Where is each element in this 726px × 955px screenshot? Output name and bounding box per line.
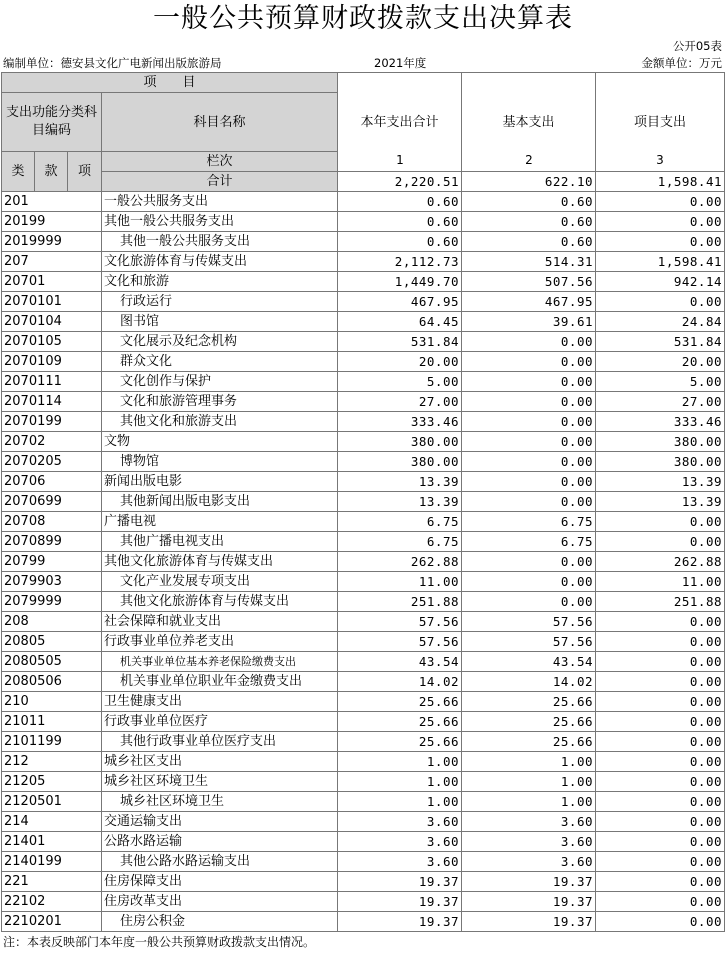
row-total: 5.00 [338,372,462,392]
row-subject-name: 其他一般公共服务支出 [102,212,338,232]
row-code: 221 [2,872,102,892]
row-total: 1.00 [338,752,462,772]
row-code: 2080506 [2,672,102,692]
row-code: 20708 [2,512,102,532]
row-subject-name: 其他新闻出版电影支出 [102,492,338,512]
row-basic: 3.60 [462,812,596,832]
row-code: 2070105 [2,332,102,352]
row-subject-name: 文化展示及纪念机构 [102,332,338,352]
row-project: 27.00 [596,392,725,412]
row-subject-name: 住房公积金 [102,912,338,932]
row-project: 0.00 [596,772,725,792]
row-subject-name: 文化产业发展专项支出 [102,572,338,592]
total-sum: 2,220.51 [338,172,462,192]
row-basic: 6.75 [462,532,596,552]
row-code: 2070205 [2,452,102,472]
row-subject-name: 城乡社区环境卫生 [102,772,338,792]
row-project: 0.00 [596,912,725,932]
form-number: 公开05表 [672,39,722,53]
row-project: 0.00 [596,832,725,852]
row-subject-name: 卫生健康支出 [102,692,338,712]
row-subject-name: 住房改革支出 [102,892,338,912]
total-label: 合计 [102,172,338,192]
row-total: 0.60 [338,192,462,212]
header-total: 本年支出合计 [338,73,462,172]
row-project: 380.00 [596,452,725,472]
row-project: 0.00 [596,192,725,212]
row-project: 0.00 [596,672,725,692]
row-total: 20.00 [338,352,462,372]
row-code: 212 [2,752,102,772]
row-subject-name: 一般公共服务支出 [102,192,338,212]
row-basic: 0.00 [462,452,596,472]
row-code: 2070104 [2,312,102,332]
row-subject-name: 机关事业单位职业年金缴费支出 [102,672,338,692]
row-code: 2070101 [2,292,102,312]
row-basic: 39.61 [462,312,596,332]
row-subject-name: 其他文化和旅游支出 [102,412,338,432]
row-total: 19.37 [338,892,462,912]
table-row [2,392,725,412]
row-code: 210 [2,692,102,712]
index-1: 1 [396,153,404,167]
row-total: 6.75 [338,532,462,552]
row-total: 1.00 [338,772,462,792]
row-basic: 0.60 [462,192,596,212]
row-basic: 0.00 [462,552,596,572]
row-total: 380.00 [338,432,462,452]
row-code: 2079999 [2,592,102,612]
row-subject-name: 行政运行 [102,292,338,312]
row-subject-name: 文化旅游体育与传媒支出 [102,252,338,272]
amount-unit: 金额单位：万元 [641,56,722,70]
row-subject-name: 城乡社区环境卫生 [102,792,338,812]
row-project: 13.39 [596,492,725,512]
expenditure-table [1,72,725,932]
row-total: 57.56 [338,632,462,652]
header-func-code: 支出功能分类科目编码 [2,93,102,152]
table-row [2,332,725,352]
row-basic: 0.60 [462,232,596,252]
row-subject-name: 其他广播电视支出 [102,532,338,552]
row-project: 942.14 [596,272,725,292]
row-subject-name: 交通运输支出 [102,812,338,832]
row-total: 2,112.73 [338,252,462,272]
row-basic: 0.00 [462,392,596,412]
table-row [2,732,725,752]
row-basic: 0.00 [462,432,596,452]
row-total: 333.46 [338,412,462,432]
row-basic: 0.00 [462,352,596,372]
row-subject-name: 住房保障支出 [102,872,338,892]
row-total: 380.00 [338,452,462,472]
row-code: 22102 [2,892,102,912]
table-row [2,692,725,712]
row-subject-name: 广播电视 [102,512,338,532]
row-subject-name: 文化和旅游管理事务 [102,392,338,412]
table-row [2,772,725,792]
row-total: 11.00 [338,572,462,592]
row-basic: 25.66 [462,692,596,712]
row-basic: 0.00 [462,472,596,492]
row-subject-name: 行政事业单位医疗 [102,712,338,732]
row-project: 0.00 [596,532,725,552]
header-lei: 类 [2,152,35,192]
row-code: 20799 [2,552,102,572]
row-subject-name: 其他文化旅游体育与传媒支出 [102,592,338,612]
row-basic: 507.56 [462,272,596,292]
row-project: 262.88 [596,552,725,572]
row-subject-name: 新闻出版电影 [102,472,338,492]
row-basic: 19.37 [462,912,596,932]
row-project: 0.00 [596,512,725,532]
row-code: 2070114 [2,392,102,412]
table-row [2,832,725,852]
table-row [2,312,725,332]
row-basic: 57.56 [462,632,596,652]
table-row [2,812,725,832]
row-project: 0.00 [596,792,725,812]
row-total: 3.60 [338,812,462,832]
table-row [2,512,725,532]
row-project: 0.00 [596,852,725,872]
row-subject-name: 图书馆 [102,312,338,332]
row-subject-name: 群众文化 [102,352,338,372]
row-project: 0.00 [596,812,725,832]
row-total: 0.60 [338,232,462,252]
index-2: 2 [525,153,533,167]
row-basic: 1.00 [462,772,596,792]
row-project: 24.84 [596,312,725,332]
row-code: 207 [2,252,102,272]
row-basic: 0.00 [462,332,596,352]
row-basic: 19.37 [462,892,596,912]
row-code: 20701 [2,272,102,292]
row-code: 208 [2,612,102,632]
row-total: 43.54 [338,652,462,672]
row-project: 0.00 [596,892,725,912]
header-item: 项 目 [2,73,338,93]
row-total: 14.02 [338,672,462,692]
row-basic: 57.56 [462,612,596,632]
table-row [2,432,725,452]
table-row [2,652,725,672]
row-total: 3.60 [338,832,462,852]
row-project: 0.00 [596,652,725,672]
row-project: 0.00 [596,232,725,252]
table-note: 注：本表反映部门本年度一般公共预算财政拨款支出情况。 [3,935,316,949]
row-code: 2140199 [2,852,102,872]
row-code: 20805 [2,632,102,652]
report-title: 一般公共预算财政拨款支出决算表 [153,3,573,34]
row-basic: 3.60 [462,852,596,872]
table-row [2,272,725,292]
row-basic: 514.31 [462,252,596,272]
row-total: 27.00 [338,392,462,412]
row-project: 20.00 [596,352,725,372]
row-subject-name: 其他行政事业单位医疗支出 [102,732,338,752]
header-kuan: 款 [35,152,68,192]
row-project: 0.00 [596,212,725,232]
table-row [2,232,725,252]
table-row [2,192,725,212]
row-subject-name: 文化和旅游 [102,272,338,292]
row-basic: 0.00 [462,592,596,612]
header-basic: 基本支出 [462,73,596,172]
row-subject-name: 文物 [102,432,338,452]
row-total: 13.39 [338,492,462,512]
row-basic: 14.02 [462,672,596,692]
row-total: 19.37 [338,872,462,892]
row-basic: 467.95 [462,292,596,312]
row-subject-name: 城乡社区支出 [102,752,338,772]
table-row [2,912,725,932]
table-row [2,252,725,272]
total-basic: 622.10 [462,172,596,192]
table-row [2,212,725,232]
row-basic: 0.00 [462,572,596,592]
row-project: 531.84 [596,332,725,352]
row-project: 11.00 [596,572,725,592]
row-code: 2070199 [2,412,102,432]
row-code: 2101199 [2,732,102,752]
table-row [2,452,725,472]
row-subject-name: 社会保障和就业支出 [102,612,338,632]
header-subject-name: 科目名称 [102,93,338,152]
row-project: 0.00 [596,712,725,732]
row-code: 2080505 [2,652,102,672]
row-total: 6.75 [338,512,462,532]
row-project: 0.00 [596,752,725,772]
table-row [2,712,725,732]
row-project: 13.39 [596,472,725,492]
row-project: 5.00 [596,372,725,392]
row-code: 201 [2,192,102,212]
row-project: 0.00 [596,612,725,632]
row-code: 20199 [2,212,102,232]
row-code: 20706 [2,472,102,492]
row-project: 0.00 [596,692,725,712]
row-basic: 0.60 [462,212,596,232]
row-total: 25.66 [338,692,462,712]
table-row [2,412,725,432]
row-project: 380.00 [596,432,725,452]
header-col-index: 栏次 [102,152,338,172]
table-row [2,872,725,892]
table-row [2,572,725,592]
row-code: 2120501 [2,792,102,812]
table-row [2,352,725,372]
row-project: 0.00 [596,292,725,312]
row-basic: 0.00 [462,412,596,432]
row-total: 0.60 [338,212,462,232]
row-subject-name: 其他文化旅游体育与传媒支出 [102,552,338,572]
row-code: 2019999 [2,232,102,252]
row-basic: 25.66 [462,732,596,752]
row-code: 20702 [2,432,102,452]
row-code: 21011 [2,712,102,732]
row-code: 21205 [2,772,102,792]
row-basic: 25.66 [462,712,596,732]
row-project: 251.88 [596,592,725,612]
row-code: 2070109 [2,352,102,372]
row-basic: 1.00 [462,752,596,772]
row-basic: 1.00 [462,792,596,812]
row-total: 251.88 [338,592,462,612]
table-row [2,892,725,912]
row-subject-name: 其他一般公共服务支出 [102,232,338,252]
row-total: 467.95 [338,292,462,312]
row-total: 25.66 [338,712,462,732]
row-basic: 19.37 [462,872,596,892]
row-project: 0.00 [596,732,725,752]
row-basic: 6.75 [462,512,596,532]
row-subject-name: 其他公路水路运输支出 [102,852,338,872]
row-project: 1,598.41 [596,252,725,272]
row-basic: 3.60 [462,832,596,852]
row-code: 2070699 [2,492,102,512]
row-subject-name: 博物馆 [102,452,338,472]
table-row [2,552,725,572]
row-code: 2079903 [2,572,102,592]
row-total: 25.66 [338,732,462,752]
table-row [2,672,725,692]
table-row [2,592,725,612]
row-total: 64.45 [338,312,462,332]
row-total: 13.39 [338,472,462,492]
row-project: 0.00 [596,632,725,652]
row-total: 1.00 [338,792,462,812]
row-code: 21401 [2,832,102,852]
row-subject-name: 机关事业单位基本养老保险缴费支出 [102,652,338,672]
row-project: 333.46 [596,412,725,432]
table-row [2,632,725,652]
row-code: 2070111 [2,372,102,392]
row-subject-name: 公路水路运输 [102,832,338,852]
table-row [2,472,725,492]
index-3: 3 [656,153,664,167]
row-total: 262.88 [338,552,462,572]
total-project: 1,598.41 [596,172,725,192]
row-basic: 0.00 [462,372,596,392]
row-subject-name: 文化创作与保护 [102,372,338,392]
row-project: 0.00 [596,872,725,892]
header-xiang: 项 [68,152,102,192]
row-subject-name: 行政事业单位养老支出 [102,632,338,652]
table-row [2,292,725,312]
row-basic: 43.54 [462,652,596,672]
table-row [2,532,725,552]
table-row [2,852,725,872]
row-code: 2210201 [2,912,102,932]
row-total: 57.56 [338,612,462,632]
row-code: 2070899 [2,532,102,552]
table-row [2,492,725,512]
column-index-row [338,150,724,170]
row-basic: 0.00 [462,492,596,512]
table-row [2,752,725,772]
header-project: 项目支出 [596,73,725,172]
table-row [2,792,725,812]
report-year: 2021年度 [374,56,427,70]
row-total: 3.60 [338,852,462,872]
compiling-unit: 编制单位：德安县文化广电新闻出版旅游局 [3,56,222,70]
table-row [2,612,725,632]
row-total: 531.84 [338,332,462,352]
row-total: 19.37 [338,912,462,932]
table-row [2,372,725,392]
row-total: 1,449.70 [338,272,462,292]
row-code: 214 [2,812,102,832]
